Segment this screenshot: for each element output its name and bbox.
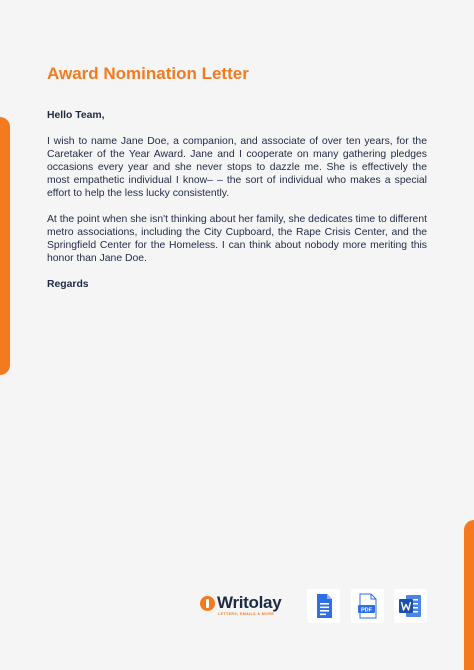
letter-paragraph-1: I wish to name Jane Doe, a companion, and associate of over ten years, for the Caretaker of the Year Award. Jane and I cooperate on many gathering pledges occasions every year and she never stops to dazzle me. She is effectively the most empathetic individual I know– – the sort of individual who makes a special effort to help the less lucky consistently. (47, 136, 427, 199)
writolay-mark-icon (200, 596, 215, 611)
letter-body (47, 109, 427, 291)
word-icon[interactable] (394, 589, 427, 623)
letter-greeting: Hello Team, (47, 110, 105, 121)
logo-name: Writolay (217, 593, 282, 612)
letter-title: Award Nomination Letter (47, 64, 249, 83)
letter-closing: Regards (47, 279, 89, 290)
pdf-icon[interactable] (351, 589, 384, 623)
pdf-label: PDF (361, 607, 372, 614)
footer (200, 589, 430, 623)
logo-tagline: LETTERS, EMAILS & MORE (218, 612, 275, 616)
right-accent-bar (464, 520, 474, 670)
left-accent-bar (0, 117, 10, 375)
google-docs-icon[interactable] (307, 589, 340, 623)
writolay-logo[interactable] (200, 593, 296, 619)
letter-paragraph-2: At the point when she isn't thinking about her family, she dedicates time to different metro associations, including the City Cupboard, the Rape Crisis Center, and the Springfield Center for the Homeless. I can think about nobody more meriting this honor than Jane Doe. (47, 214, 427, 264)
